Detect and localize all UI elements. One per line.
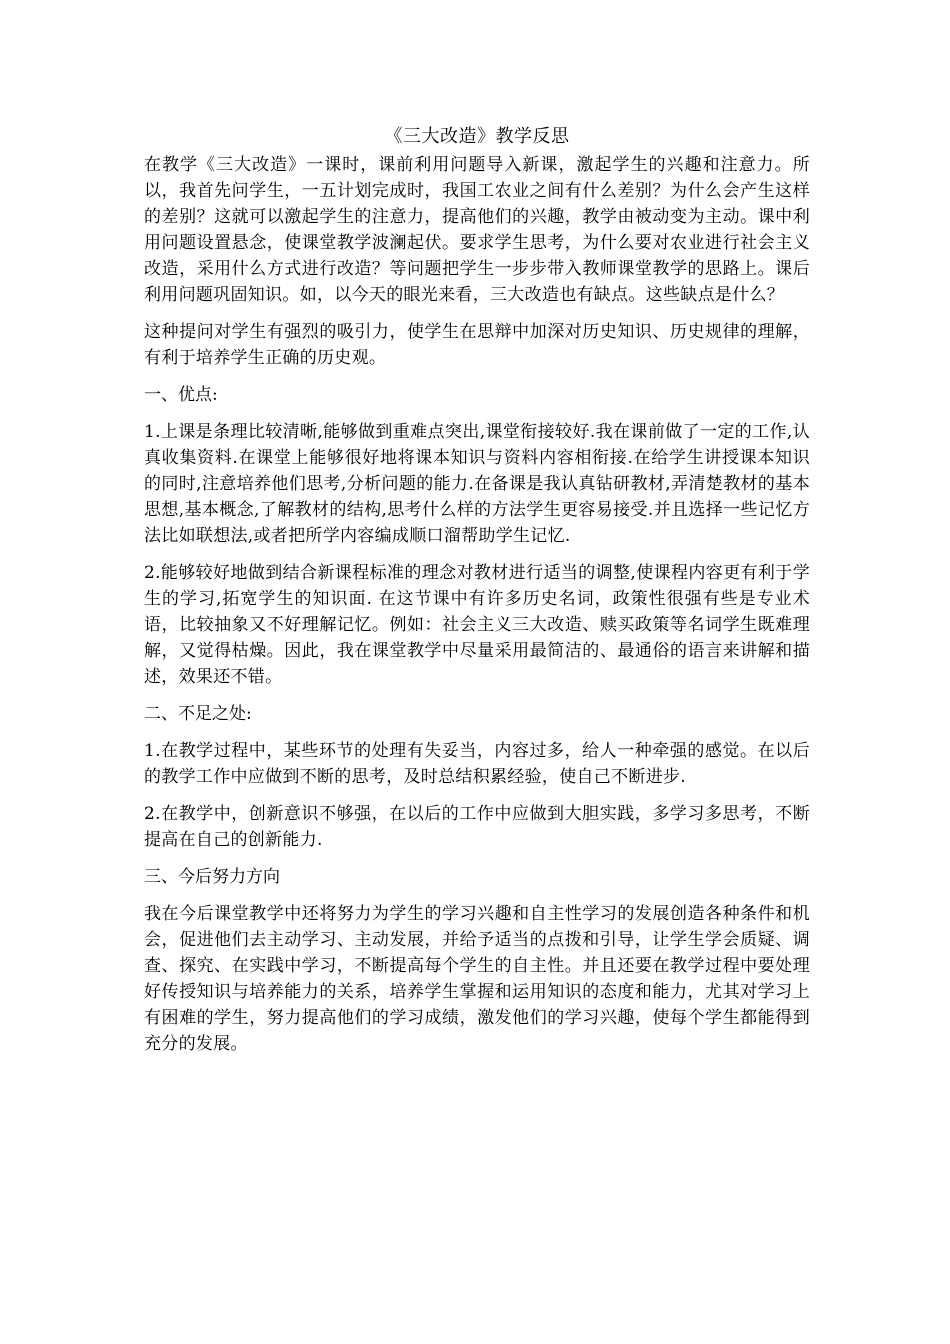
- section-heading-future: 三、今后努力方向: [144, 867, 280, 887]
- section-heading-shortcomings: 二、不足之处:: [144, 704, 252, 724]
- future-paragraph: 我在今后课堂教学中还将努力为学生的学习兴趣和自主性学习的发展创造各种条件和机会，促进他们去主动学习、主动发展，并给予适当的点拨和引导，让学生学会质疑、调查、探究、在实践中学习，不断提高每个学生的自主性。并且还要在教学过程中要处理好传授知识与培养能力的关系，培养学生掌握和运用知识的态度和能力，尤其对学习上有困难的学生，努力提高他们的学习成绩，激发他们的学习兴趣，使每个学生都能得到充分的发展。: [144, 904, 810, 1054]
- intro-paragraph-1: 在教学《三大改造》一课时，课前利用问题导入新课，激起学生的兴趣和注意力。所以，我首先问学生，一五计划完成时，我国工农业之间有什么差别？为什么会产生这样的差别？这就可以激起学生的注意力，提高他们的兴趣，教学由被动变为主动。课中利用问题设置悬念，使课堂教学波澜起伏。要求学生思考，为什么要对农业进行社会主义改造，采用什么方式进行改造？等问题把学生一步步带入教师课堂教学的思路上。课后利用问题巩固知识。如，以今天的眼光来看，三大改造也有缺点。这些缺点是什么？: [144, 155, 810, 305]
- document-title: 《三大改造》教学反思: [384, 126, 570, 147]
- strength-item-1: 1.上课是条理比较清晰,能够做到重难点突出,课堂衔接较好.我在课前做了一定的工作,认真收集资料.在课堂上能够很好地将课本知识与资料内容相衔接.在给学生讲授课本知识的同时,注意培养他们思考,分析问题的能力.在备课是我认真钻研教材,弄清楚教材的基本思想,基本概念,了解教材的结构,思考什么样的方法学生更容易接受.并且选择一些记忆方法比如联想法,或者把所学内容编成顺口溜帮助学生记忆.: [144, 422, 810, 546]
- shortcoming-item-1: 1.在教学过程中，某些环节的处理有失妥当，内容过多，给人一种牵强的感觉。在以后的教学工作中应做到不断的思考，及时总结积累经验，使自己不断进步.: [144, 741, 810, 787]
- strength-item-2: 2.能够较好地做到结合新课程标准的理念对教材进行适当的调整,使课程内容更有利于学生的学习,拓宽学生的知识面. 在这节课中有许多历史名词，政策性很强有些是专业术语，比较抽象又不好理解记忆。例如：社会主义三大改造、赎买政策等名词学生既难理解，又觉得枯燥。因此，我在课堂教学中尽量采用最简洁的、最通俗的语言来讲解和描述，效果还不错。: [144, 563, 810, 687]
- section-heading-strengths: 一、优点:: [144, 385, 218, 405]
- document-body: [144, 124, 810, 1068]
- intro-paragraph-2: 这种提问对学生有强烈的吸引力，使学生在思辩中加深对历史知识、历史规律的理解，有利于培养学生正确的历史观。: [144, 322, 810, 368]
- shortcoming-item-2: 2.在教学中，创新意识不够强，在以后的工作中应做到大胆实践，多学习多思考，不断提高在自己的创新能力.: [144, 804, 810, 850]
